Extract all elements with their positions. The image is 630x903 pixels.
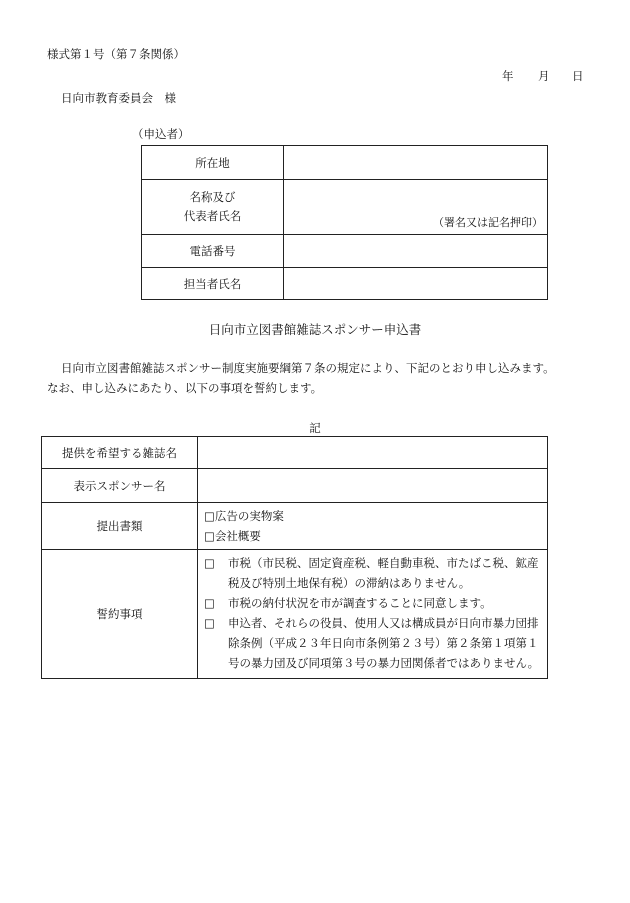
form-number: 様式第１号（第７条関係）: [47, 47, 185, 61]
pledge-checkbox-antigang[interactable]: □: [204, 616, 215, 630]
magazine-label: 提供を希望する雑誌名: [42, 437, 198, 469]
phone-field[interactable]: [284, 235, 548, 268]
date-month: 月: [538, 69, 550, 83]
document-checkbox-ad-mockup[interactable]: □広告の実物案: [204, 509, 284, 523]
date-year: 年: [502, 69, 514, 83]
applicant-section-label: （申込者）: [132, 127, 190, 141]
applicant-name-row: [142, 180, 548, 235]
pledge-field: [198, 550, 548, 679]
addressee: 日向市教育委員会 様: [61, 91, 176, 105]
name-field[interactable]: [284, 180, 548, 235]
name-label-line1: 名称及び: [189, 190, 236, 204]
name-label: [142, 180, 284, 235]
signature-note: （署名又は記名押印）: [433, 216, 543, 229]
magazine-row: [42, 437, 548, 469]
applicant-address-row: [142, 146, 548, 180]
document-title: 日向市立図書館雑誌スポンサー申込書: [208, 322, 422, 337]
sponsor-field[interactable]: [198, 469, 548, 503]
sponsor-label: 表示スポンサー名: [42, 469, 198, 503]
contact-label: 担当者氏名: [142, 268, 284, 300]
pledge-row: [42, 550, 548, 679]
intro-line-1: 日向市立図書館雑誌スポンサー制度実施要綱第７条の規定により、下記のとおり申し込みます。: [61, 361, 555, 375]
name-label-line2: 代表者氏名: [183, 209, 242, 223]
pledge-text-antigang: 申込者、それらの役員、使用人又は構成員が日向市暴力団排除条例（平成２３年日向市条例第２３号）第２条第１項第１号の暴力団及び同項第３号の暴力団関係者ではありません。: [228, 616, 540, 670]
pledge-text-tax: 市税（市民税、固定資産税、軽自動車税、市たばこ税、鉱産税及び特別土地保有税）の滞納はありません。: [228, 556, 539, 590]
phone-label: 電話番号: [142, 235, 284, 268]
documents-row: [42, 503, 548, 550]
intro-line-2: なお、申し込みにあたり、以下の事項を誓約します。: [47, 381, 323, 395]
applicant-phone-row: [142, 235, 548, 268]
ki-heading: 記: [309, 421, 321, 435]
date-day: 日: [572, 69, 584, 83]
pledge-label: 誓約事項: [42, 550, 198, 679]
applicant-table: [141, 145, 548, 300]
document-checkbox-company-profile[interactable]: □会社概要: [204, 529, 261, 543]
sponsor-row: [42, 469, 548, 503]
pledge-checkbox-survey[interactable]: □: [204, 596, 215, 610]
contact-field[interactable]: [284, 268, 548, 300]
pledge-item-tax: [204, 553, 541, 593]
address-field[interactable]: [284, 146, 548, 180]
magazine-field[interactable]: [198, 437, 548, 469]
detail-table: [41, 436, 548, 679]
pledge-item-antigang: [204, 613, 541, 673]
pledge-checkbox-tax[interactable]: □: [204, 556, 215, 570]
applicant-contact-row: [142, 268, 548, 300]
pledge-text-survey: 市税の納付状況を市が調査することに同意します。: [228, 596, 492, 610]
documents-field: [198, 503, 548, 550]
documents-label: 提出書類: [42, 503, 198, 550]
pledge-item-survey: [204, 593, 541, 613]
date-line: [502, 68, 584, 84]
address-label: 所在地: [142, 146, 284, 180]
